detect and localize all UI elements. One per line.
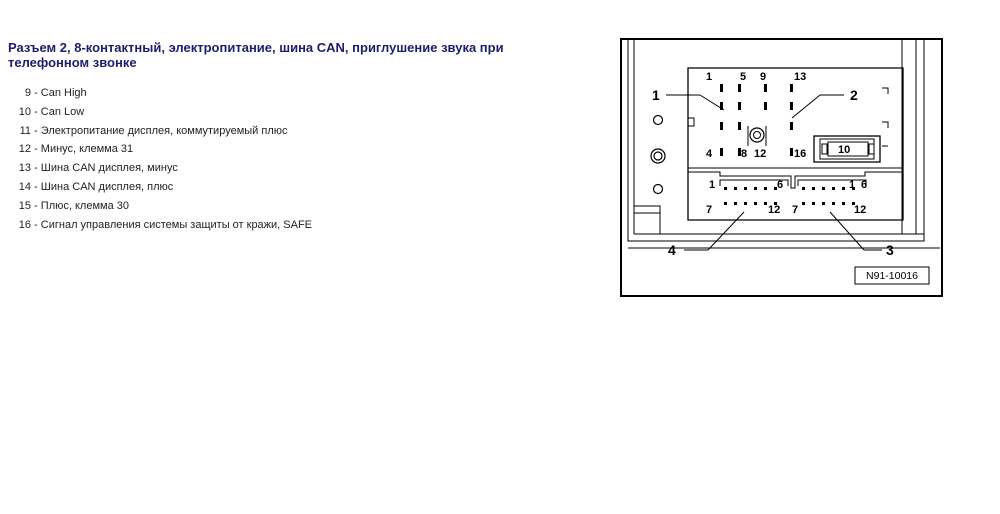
pin-label: 7 bbox=[706, 204, 713, 216]
callout-1: 1 bbox=[652, 87, 660, 103]
connector-drawing bbox=[620, 38, 944, 298]
pin-label: 12 bbox=[854, 204, 867, 216]
pin-number: 9 bbox=[24, 87, 31, 99]
pin-description: Шина CAN дисплея, минус bbox=[40, 162, 178, 175]
pin-number: 13 bbox=[18, 162, 31, 175]
figure-id: N91-10016 bbox=[866, 270, 918, 282]
pin-label: 1 bbox=[706, 71, 713, 83]
pin-description: Плюс, клемма 30 bbox=[40, 199, 129, 212]
pin-label: 8 bbox=[741, 148, 748, 160]
pin-description: Шина CAN дисплея, плюс bbox=[40, 180, 174, 193]
pin-label: 6 bbox=[861, 179, 868, 191]
pin-number: 11 bbox=[19, 124, 31, 137]
section-heading bbox=[8, 40, 578, 70]
pin-description: Can High bbox=[40, 87, 87, 99]
connector-diagram bbox=[620, 38, 944, 298]
pin-list bbox=[14, 84, 312, 234]
pin-label: 12 bbox=[754, 148, 767, 160]
callout-3: 3 bbox=[886, 242, 894, 258]
pin-number: 10 bbox=[18, 105, 31, 118]
pin-label: 9 bbox=[760, 71, 767, 83]
pin-list-item: 11 - Электропитание дисплея, коммутируемый плюс bbox=[14, 122, 312, 141]
pin-label: 5 bbox=[740, 71, 747, 83]
pin-number: 16 bbox=[18, 218, 31, 231]
pin-description: Минус, клемма 31 bbox=[40, 143, 134, 156]
pin-description: Электропитание дисплея, коммутируемый плюс bbox=[40, 124, 288, 137]
pin-number: 12 bbox=[18, 143, 31, 156]
section-heading-line-2: телефонном звонке bbox=[8, 55, 137, 70]
pin-label: 1 bbox=[709, 179, 716, 191]
pin-label: 16 bbox=[794, 148, 807, 160]
pin-list-item: 12 - Минус, клемма 31 bbox=[14, 140, 312, 159]
callout-4: 4 bbox=[668, 242, 676, 258]
pin-list-item: 16 - Сигнал управления системы защиты от кражи, SAFE bbox=[14, 216, 312, 235]
pin-label: 12 bbox=[768, 204, 781, 216]
pin-label: 10 bbox=[838, 144, 851, 156]
callout-2: 2 bbox=[850, 87, 858, 103]
pin-label: 6 bbox=[777, 179, 784, 191]
pin-label: 4 bbox=[706, 148, 713, 160]
pin-list-item: 15 - Плюс, клемма 30 bbox=[14, 197, 312, 216]
pin-list-item: 10 - Can Low bbox=[14, 103, 312, 122]
pin-list-item: 14 - Шина CAN дисплея, плюс bbox=[14, 178, 312, 197]
pin-label: 1 bbox=[849, 179, 856, 191]
pin-number: 15 bbox=[18, 199, 31, 212]
pin-label: 13 bbox=[794, 71, 807, 83]
pin-number: 14 bbox=[18, 180, 31, 193]
pin-list-item: 9 - Can High bbox=[14, 84, 312, 103]
pin-label: 7 bbox=[792, 204, 799, 216]
pin-description: Can Low bbox=[40, 105, 85, 118]
section-heading-line-1: Разъем 2, 8-контактный, электропитание, шина CAN, приглушение звука при bbox=[8, 40, 504, 55]
pin-list-item: 13 - Шина CAN дисплея, минус bbox=[14, 159, 312, 178]
pin-description: Сигнал управления системы защиты от кражи, SAFE bbox=[40, 218, 313, 231]
